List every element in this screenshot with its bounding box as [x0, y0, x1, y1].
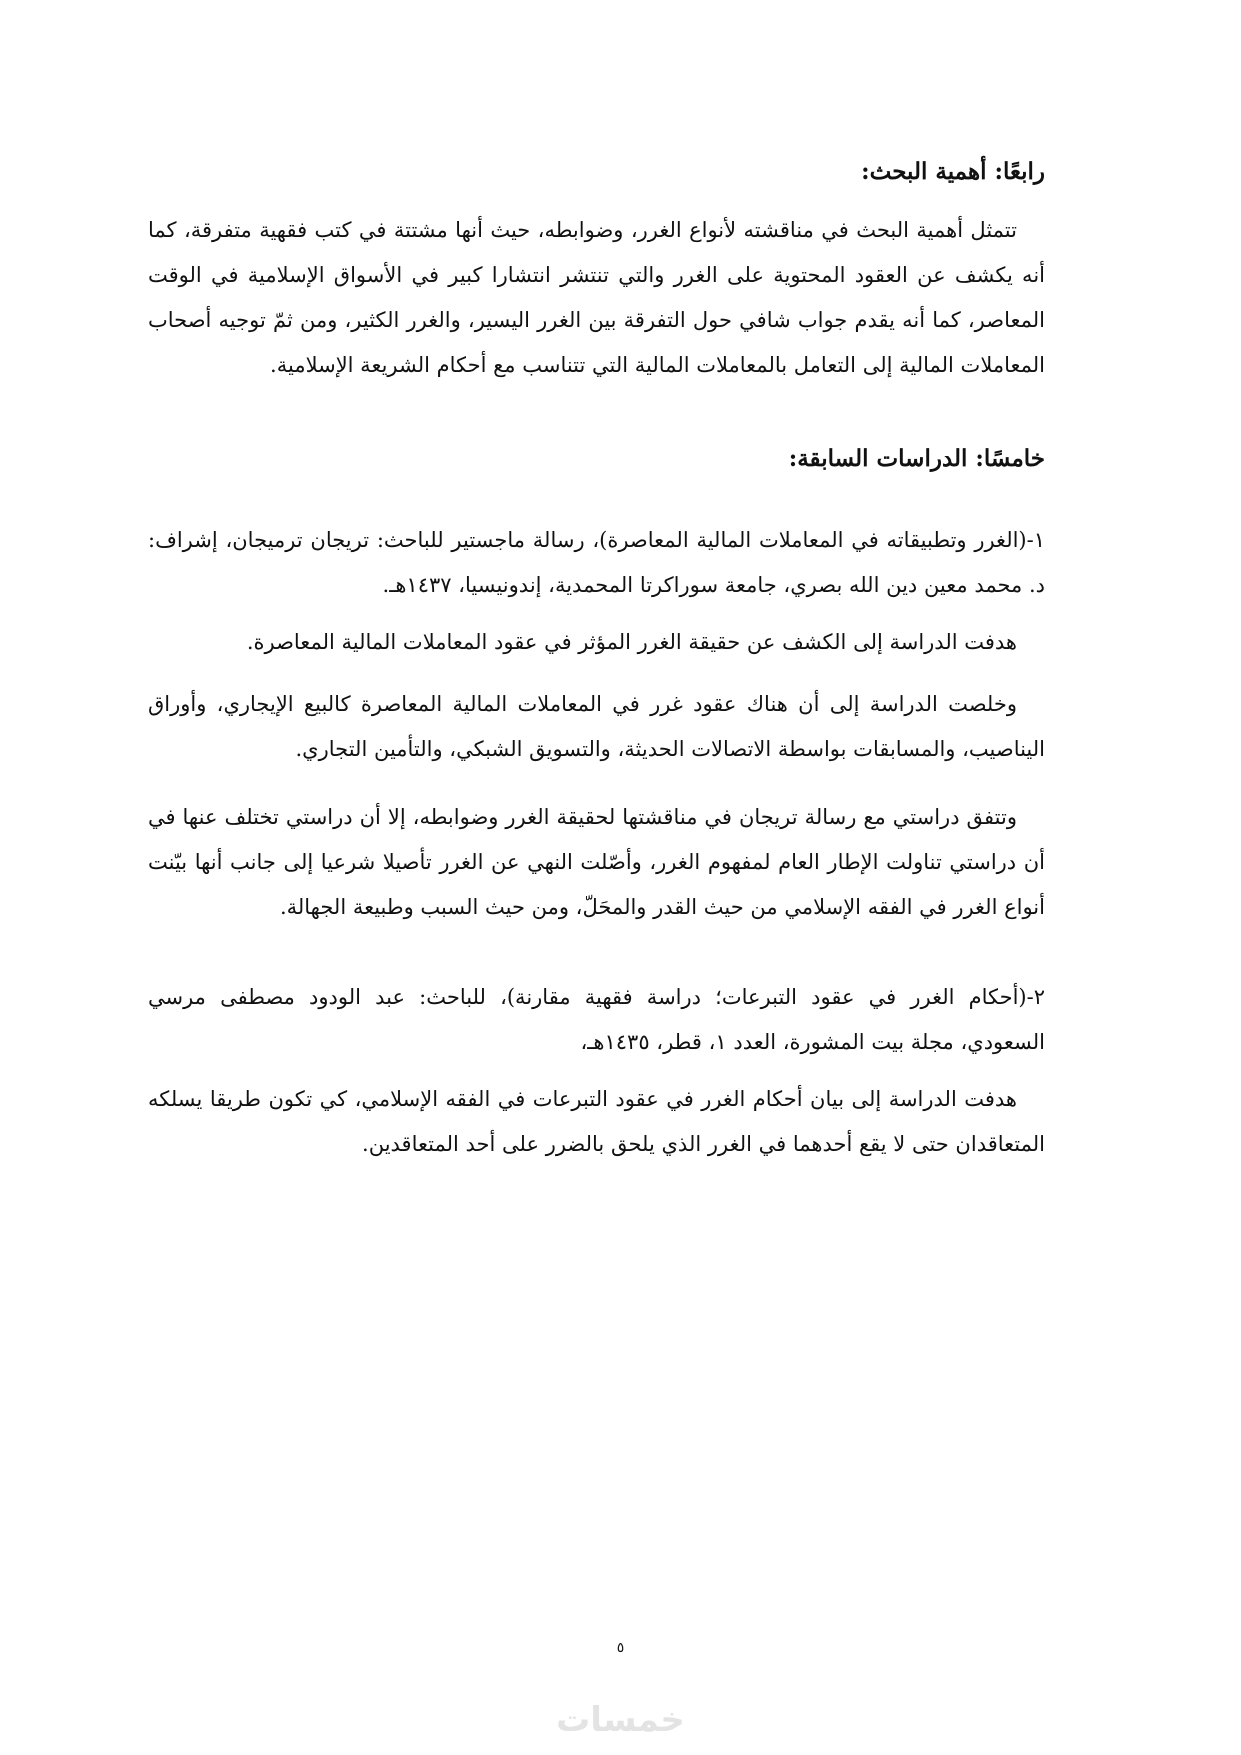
study-2-citation: ٢-(أحكام الغرر في عقود التبرعات؛ دراسة فقهية مقارنة)، للباحث: عبد الودود مصطفى مرسي السعودي، مجلة بيت المشورة، العدد ١، قطر، ١٤٣٥هـ،: [148, 985, 1045, 1054]
study-1-citation: ١-(الغرر وتطبيقاته في المعاملات المالية المعاصرة)، رسالة ماجستير للباحث: تريجان ترميجان، إشراف: د. محمد معين دين الله بصري، جامعة سوراكرتا المحمدية، إندونيسيا، ١٤٣٧هـ.: [148, 528, 1045, 597]
paragraph-importance: تتمثل أهمية البحث في مناقشته لأنواع الغرر، وضوابطه، حيث أنها مشتتة في كتب فقهية متفرقة، كما أنه يكشف عن العقود المحتوية على الغرر والتي تنتشر انتشارا كبير في الأسواق الإسلامية في الوقت المعاصر، كما أنه يقدم جواب شافي حول التفرقة بين الغرر اليسير، والغرر الكثير، ومن ثمّ توجيه أصحاب المعاملات المالية إلى التعامل بالمعاملات المالية التي تتناسب مع أحكام الشريعة الإسلامية.: [148, 218, 1045, 377]
study-2-aim: هدفت الدراسة إلى بيان أحكام الغرر في عقود التبرعات في الفقه الإسلامي، كي تكون طريقا يسلكه المتعاقدان حتى لا يقع أحدهما في الغرر الذي يلحق بالضرر على أحد المتعاقدين.: [148, 1087, 1045, 1156]
section-heading-previous-studies: خامسًا: الدراسات السابقة:: [788, 445, 1045, 472]
watermark-logo: خمسات: [556, 1700, 685, 1740]
page-number: ٥: [616, 1640, 625, 1656]
study-1-comparison: وتتفق دراستي مع رسالة تريجان في مناقشتها لحقيقة الغرر وضوابطه، إلا أن دراستي تختلف عنها في أن دراستي تناولت الإطار العام لمفهوم الغرر، وأصّلت النهي عن الغرر تأصيلا شرعيا إلى جانب أنها بيّنت أنواع الغرر في الفقه الإسلامي من حيث القدر والمحَلّ، ومن حيث السبب وطبيعة الجهالة.: [148, 805, 1045, 919]
section-heading-importance: رابعًا: أهمية البحث:: [861, 158, 1045, 185]
study-1-result: وخلصت الدراسة إلى أن هناك عقود غرر في المعاملات المالية المعاصرة كالبيع الإيجاري، وأوراق اليناصيب، والمسابقات بواسطة الاتصالات الحديثة، والتسويق الشبكي، والتأمين التجاري.: [148, 692, 1045, 761]
study-1-aim: هدفت الدراسة إلى الكشف عن حقيقة الغرر المؤثر في عقود المعاملات المالية المعاصرة.: [246, 630, 1017, 654]
